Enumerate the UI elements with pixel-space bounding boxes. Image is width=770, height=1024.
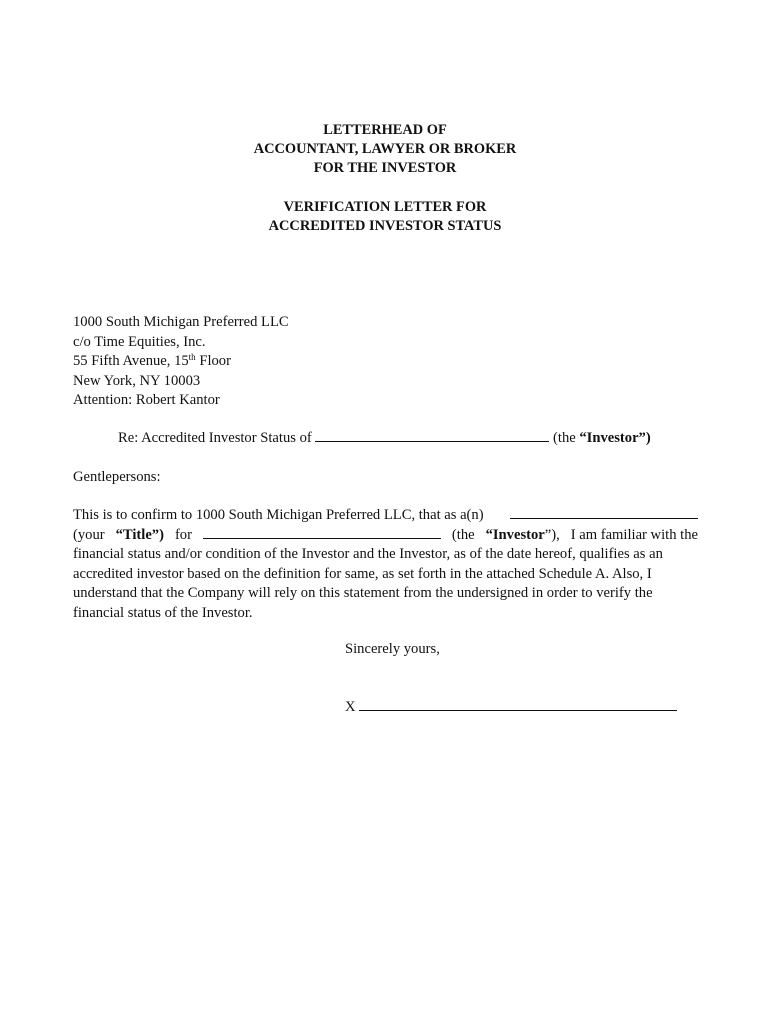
body-line-5: understand that the Company will rely on this statement from the undersigned in order to verify the <box>73 585 653 602</box>
address-line-5: Attention: Robert Kantor <box>73 392 220 409</box>
body-line-2: (your “Title”) for (the “Investor”), I am familiar with the <box>73 526 698 546</box>
re-investor-term: “Investor”) <box>579 430 651 446</box>
address-line-3: 55 Fifth Avenue, 15th Floor <box>73 352 231 370</box>
body-line-1: This is to confirm to 1000 South Michigan Preferred LLC, that as a(n) <box>73 506 698 526</box>
signature-mark: X <box>345 699 356 715</box>
address-line-1: 1000 South Michigan Preferred LLC <box>73 314 289 330</box>
letterhead-line-3: FOR THE INVESTOR <box>313 160 457 177</box>
letterhead-heading <box>0 121 770 236</box>
investor-term: “Investor <box>485 526 545 543</box>
recipient-address <box>73 313 289 411</box>
re-suffix: (the <box>549 430 580 446</box>
address-line-4: New York, NY 10003 <box>73 372 201 389</box>
signature-blank[interactable] <box>359 698 677 711</box>
letterhead-line-2: ACCOUNTANT, LAWYER OR BROKER <box>253 141 517 158</box>
re-line <box>118 429 651 447</box>
ordinal-suffix: th <box>188 352 196 363</box>
body-line-3: financial status and/or condition of the Investor and the Investor, as of the date hereof, qualifies as an <box>73 546 663 563</box>
letterhead-line-1: LETTERHEAD OF <box>323 122 447 138</box>
investor-blank[interactable] <box>203 526 441 539</box>
salutation: Gentlepersons: <box>73 469 161 485</box>
title-term: “Title”) <box>115 526 164 543</box>
address-line-2: c/o Time Equities, Inc. <box>73 333 206 350</box>
body-line-4: accredited investor based on the definition for same, as set forth in the attached Schedule A. Also, I <box>73 565 652 582</box>
re-prefix: Re: Accredited Investor Status of <box>118 430 316 446</box>
body-paragraph <box>73 506 698 624</box>
capacity-blank[interactable] <box>510 506 698 519</box>
body-line-6: financial status of the Investor. <box>73 604 253 621</box>
signature-line <box>345 698 677 716</box>
investor-name-blank[interactable] <box>315 429 549 442</box>
title-line-2: ACCREDITED INVESTOR STATUS <box>268 217 502 234</box>
closing: Sincerely yours, <box>345 641 440 657</box>
title-line-1: VERIFICATION LETTER FOR <box>283 198 487 215</box>
